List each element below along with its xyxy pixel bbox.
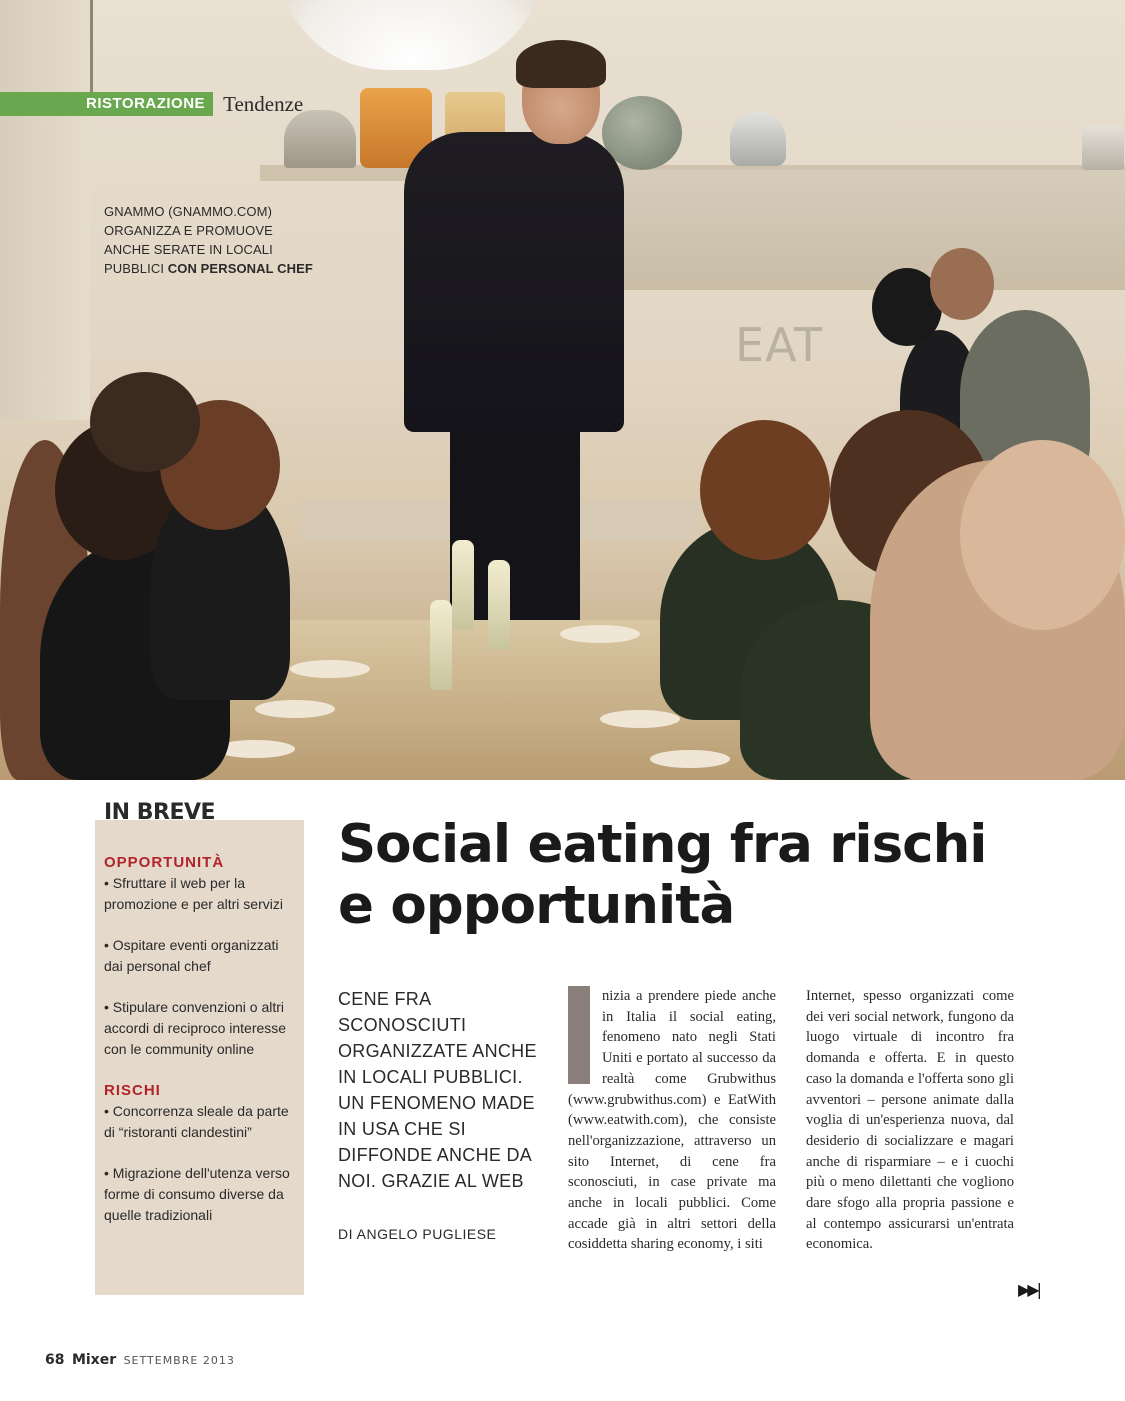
photo-bottle bbox=[452, 540, 474, 630]
opportunities-heading: OPPORTUNITÀ bbox=[104, 854, 225, 871]
caption-line: ORGANIZZA E PROMUOVE bbox=[104, 223, 273, 238]
opportunity-item: • Sfruttare il web per la promozione e per altri servizi bbox=[104, 875, 283, 912]
photo-plate bbox=[600, 710, 680, 728]
photo-kettle bbox=[730, 112, 786, 166]
opportunity-item: • Ospitare eventi organizzati dai personal chef bbox=[104, 937, 279, 974]
risk-item: • Concorrenza sleale da parte di “ristoranti clandestini” bbox=[104, 1103, 289, 1140]
photo-plate bbox=[560, 625, 640, 643]
caption-line: ANCHE SERATE IN LOCALI bbox=[104, 242, 273, 257]
caption-text: PUBBLICI bbox=[104, 261, 168, 276]
risks-heading: RISCHI bbox=[104, 1082, 161, 1099]
drop-cap-i bbox=[568, 986, 590, 1084]
photo-plate bbox=[255, 700, 335, 718]
section-label: RISTORAZIONE bbox=[0, 92, 213, 116]
page-footer bbox=[45, 1352, 235, 1368]
photo-caption bbox=[104, 202, 334, 278]
opportunity-item: • Stipulare convenzioni o altri accordi di reciproco interesse con le community online bbox=[104, 999, 287, 1057]
photo-canister bbox=[1082, 126, 1124, 170]
photo-man-body bbox=[404, 132, 624, 432]
caption-line: GNAMMO (GNAMMO.COM) bbox=[104, 204, 272, 219]
photo-bottle bbox=[430, 600, 452, 690]
photo-diner-head bbox=[960, 440, 1125, 630]
photo-plate bbox=[290, 660, 370, 678]
photo-jar bbox=[284, 110, 356, 168]
article-deck: CENE FRA SCONOSCIUTI ORGANIZZATE ANCHE IN LOCALI PUBBLICI. UN FENOMENO MADE IN USA CHE SI DIFFONDE ANCHE DA NOI. GRAZIE AL WEB bbox=[338, 989, 537, 1191]
photo-bottle bbox=[488, 560, 510, 650]
article-byline: DI ANGELO PUGLIESE bbox=[338, 1226, 497, 1242]
photo-wall bbox=[0, 0, 90, 420]
photo-cabinet bbox=[600, 170, 1125, 290]
body-column-1 bbox=[568, 986, 776, 1255]
photo-wall-lettering: EAT bbox=[735, 318, 824, 372]
body-column-2: Internet, spesso organizzati come dei veri social network, fungono da luogo virtuale di incontro fra domanda e offerta. E in questo caso la domanda e l'offerta sono gli avventori – persone animate dalla voglia di un'esperienza nuova, dal desiderio di socializzare e magari anche di risparmiare – e i cuochi più o meno dilettanti che vogliono dare sfogo alla propria passione e al contempo assicurarsi un'entrata economica. bbox=[806, 988, 1014, 1253]
article-headline bbox=[338, 814, 1038, 936]
sidebar-label: IN BREVE bbox=[104, 800, 216, 825]
sidebar-content bbox=[104, 852, 300, 1246]
photo-pendant-lamp bbox=[278, 0, 544, 70]
section-title: Tendenze bbox=[223, 91, 304, 116]
photo-diner-head bbox=[90, 372, 200, 472]
sidebar-box bbox=[95, 820, 304, 1295]
photo-man-hair bbox=[516, 40, 606, 88]
continue-arrow-icon: ▶▶| bbox=[1018, 1280, 1039, 1299]
risk-item: • Migrazione dell'utenza verso forme di consumo diverse da quelle tradizionali bbox=[104, 1165, 290, 1223]
body-text: nizia a prendere piede anche in Italia il social eating, fenomeno nato negli Stati Uniti e portato al successo da realtà come Grubwithus (www.grubwithus.com) e EatWith (www.eatwith.com), che consiste nell'organizzazione, attraverso un sito Internet, di cene fra sconosciuti, in case private ma anche in locali pubblici. Come accade già in altri settori della cosiddetta sharing economy, i siti bbox=[568, 988, 776, 1253]
issue-date: SETTEMBRE 2013 bbox=[123, 1354, 235, 1367]
caption-line bbox=[104, 259, 334, 278]
photo-plate bbox=[650, 750, 730, 768]
headline-line: e opportunità bbox=[338, 875, 735, 936]
photo-guest-head bbox=[930, 248, 994, 320]
magazine-name: Mixer bbox=[71, 1352, 117, 1368]
section-header bbox=[0, 92, 303, 116]
page-number: 68 bbox=[45, 1352, 65, 1368]
headline-line: Social eating fra rischi bbox=[338, 814, 987, 875]
caption-bold: CON PERSONAL CHEF bbox=[167, 261, 313, 276]
photo-diner-head bbox=[700, 420, 830, 560]
